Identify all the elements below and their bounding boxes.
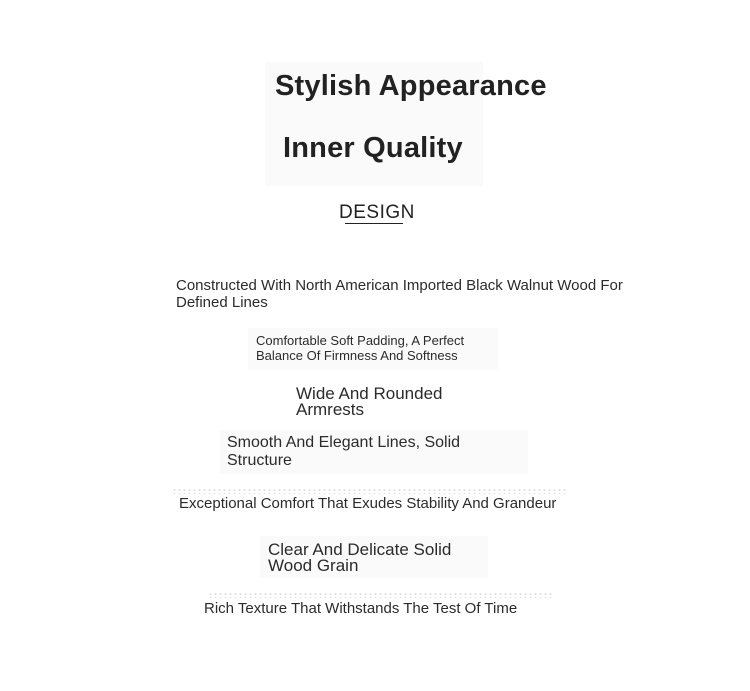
feature-text: Smooth And Elegant Lines, Solid Structure [227,434,461,469]
feature-text: Exceptional Comfort That Exudes Stability And Grandeur [179,495,557,512]
page-subtitle: Inner Quality [283,132,463,164]
feature-text: Constructed With North American Imported Black Walnut Wood For Defined Lines [176,277,623,311]
feature-text: Rich Texture That Withstands The Test Of Time [204,600,518,617]
section-label: DESIGN [339,202,415,223]
speckle-decoration [172,488,567,494]
feature-text: Wide And Rounded Armrests [296,384,443,420]
page-title: Stylish Appearance [275,70,547,102]
feature-text: Comfortable Soft Padding, A Perfect Balance Of Firmness And Softness [256,333,465,363]
feature-text: Clear And Delicate Solid Wood Grain [268,540,452,576]
section-label-underline [345,223,403,224]
speckle-decoration [208,592,552,598]
